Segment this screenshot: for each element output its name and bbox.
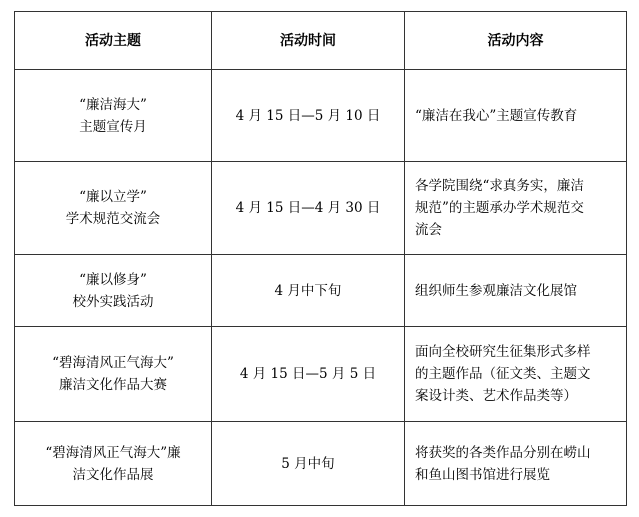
theme-line: “廉洁海大” (79, 96, 147, 113)
content-line: 的主题作品（征文类、主题文 (415, 366, 591, 382)
content-line: 流会 (415, 222, 442, 238)
theme-cell (15, 162, 212, 255)
activity-schedule-table (14, 11, 627, 506)
content-line: 将获奖的各类作品分别在崂山 (415, 444, 591, 461)
table-header-row (15, 12, 627, 70)
header-theme: 活动主题 (15, 12, 212, 70)
content-cell (405, 255, 627, 327)
table-row (15, 70, 627, 162)
theme-line: 校外实践活动 (72, 293, 154, 310)
time-cell: 4 月 15 日—5 月 10 日 (212, 70, 405, 162)
theme-line: 洁文化作品展 (72, 466, 154, 483)
table-row (15, 327, 627, 422)
content-cell (405, 162, 627, 255)
time-cell: 4 月中下旬 (212, 255, 405, 327)
theme-cell (15, 70, 212, 162)
theme-line: “碧海清风正气海大”廉 (45, 444, 181, 461)
table-row (15, 162, 627, 255)
table-row (15, 255, 627, 327)
theme-cell (15, 255, 212, 327)
theme-line: 学术规范交流会 (65, 211, 161, 227)
content-line: 规范”的主题承办学术规范交 (415, 200, 584, 216)
table-row (15, 422, 627, 506)
theme-line: “碧海清风正气海大” (52, 355, 174, 371)
theme-line: “廉以立学” (79, 189, 147, 205)
theme-cell (15, 422, 212, 506)
content-line: 和鱼山图书馆进行展览 (415, 466, 550, 483)
content-cell (405, 70, 627, 162)
content-cell (405, 327, 627, 422)
header-content: 活动内容 (405, 12, 627, 70)
theme-line: 廉洁文化作品大赛 (59, 377, 167, 393)
theme-line: “廉以修身” (79, 271, 147, 288)
time-cell: 5 月中旬 (212, 422, 405, 506)
time-cell: 4 月 15 日—4 月 30 日 (212, 162, 405, 255)
content-cell (405, 422, 627, 506)
header-time: 活动时间 (212, 12, 405, 70)
content-line: 各学院围绕“求真务实，廉洁 (415, 178, 584, 194)
content-line: 面向全校研究生征集形式多样 (415, 344, 591, 360)
theme-line: 主题宣传月 (79, 118, 147, 135)
content-line: “廉洁在我心”主题宣传教育 (415, 107, 578, 124)
theme-cell (15, 327, 212, 422)
time-cell: 4 月 15 日—5 月 5 日 (212, 327, 405, 422)
content-line: 组织师生参观廉洁文化展馆 (415, 282, 577, 299)
content-line: 案设计类、艺术作品类等） (415, 388, 577, 404)
